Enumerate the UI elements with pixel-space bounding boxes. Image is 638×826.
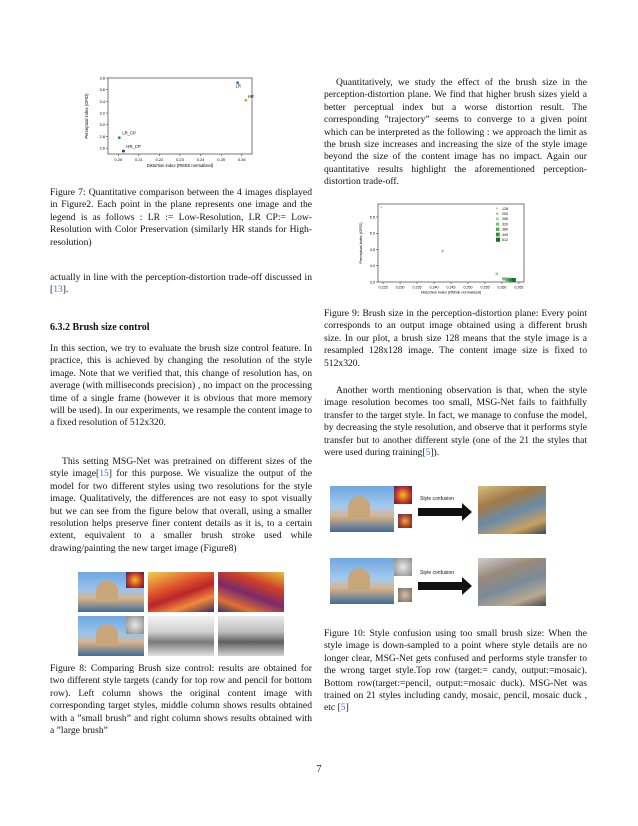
left-paragraph-0: actually in line with the perception-distortion trade-off discussed in [13].	[50, 272, 312, 296]
content-image-pencil	[78, 616, 144, 656]
style-confusion-arrow-top	[418, 508, 462, 516]
citation-link[interactable]: 13	[53, 284, 63, 296]
x-tick-label: 0.235	[412, 285, 422, 290]
y-tick-label: 4.5	[369, 247, 375, 252]
figure-10-caption: Figure 10: Style confusion using too small brush size: When the style image is down-sampled to a point where style details are no longer clear, MSG-Net gets confused and performs style transfer to the wrong target style.Top row (target:= candy, output:=mosaic). Bottom row(target:=pencil, output:=mosaic duck). MSG-Net was trained on 21 styles including candy, mosaic, pencil, mosaic duck , etc [5]	[324, 628, 587, 714]
x-tick-label: 0.24	[196, 157, 205, 162]
x-tick-label: 0.25	[217, 157, 226, 162]
y-tick-label: 3.5	[369, 280, 375, 285]
content-image-top	[330, 486, 394, 532]
legend-marker	[496, 213, 498, 215]
x-axis-label: Distortion index (RMSE normalized)	[420, 290, 482, 295]
x-axis-label: Distortion index (RMSE normalized)	[146, 163, 214, 168]
y-tick-label: 5.5	[369, 215, 375, 220]
legend-entry: 256	[502, 217, 508, 222]
arrow-head-top	[462, 503, 472, 521]
y-tick-label: 3.2	[99, 110, 105, 116]
left-paragraph-1: In this section, we try to evaluate the brush size control feature. In practice, this is achieved by changing the resolution of the style image. Note that we verified that, this change of resolution has, on average (with milliseconds precision) , no impact on the processing time of a single frame (however it is obvious that more memory will be used). In our experiments, we resample the content image to a fixed resolution of 512x320.	[50, 343, 312, 429]
legend-entry: 200	[502, 212, 508, 216]
figure-8-images	[78, 572, 284, 652]
data-point	[495, 273, 498, 276]
y-tick-label: 4.0	[369, 264, 375, 269]
legend-entry: 320	[502, 222, 508, 227]
y-tick-label: 5.0	[369, 231, 375, 236]
legend-entry: 128	[502, 206, 508, 211]
legend-entry: 440	[502, 232, 508, 237]
y-axis-label: Perceptual index (GFID)	[359, 222, 363, 264]
mosaic-duck-output-bottom	[478, 558, 546, 606]
section-heading-6-3-2: 6.3.2 Brush size control	[50, 322, 150, 333]
small-brush-pencil	[148, 616, 214, 656]
data-point	[509, 278, 513, 282]
point-label: LR_CP	[122, 130, 136, 136]
x-tick-label: 0.255	[480, 285, 490, 290]
arrow-head-bottom	[462, 577, 472, 595]
data-point	[244, 99, 247, 102]
x-tick-label: 0.265	[514, 285, 524, 290]
right-paragraph-1: Quantitatively, we study the effect of the brush size in the perception-distortion plane. We find that higher brush sizes yield a better perceptual index but a worse distortion result. The corresponding ”trajectory” seems to converge to a given point which can be interpreted as the following : we approach the limit as the brush size increases and increasing the size of the style image beyond the size of the content image has no impact. Again our quantitative results highlight the aforementioned perception-distortion trade-off.	[324, 77, 587, 188]
large-brush-candy	[218, 572, 284, 612]
legend-marker	[496, 218, 499, 221]
figure-7-chart	[80, 72, 260, 180]
y-tick-label: 3.0	[99, 122, 105, 128]
x-tick-label: 0.240	[429, 285, 439, 290]
y-tick-label: 2.6	[99, 145, 105, 151]
citation-link[interactable]: 15	[99, 468, 109, 480]
y-axis-label: Perceptual index (GFID)	[84, 93, 89, 139]
style-confusion-arrow-bottom	[418, 582, 462, 590]
data-point	[512, 278, 516, 282]
legend-marker	[496, 238, 500, 242]
x-tick-label: 0.21	[134, 157, 143, 162]
plot-frame	[108, 78, 252, 154]
legend-marker	[496, 208, 498, 210]
x-tick-label: 0.20	[114, 157, 123, 162]
x-tick-label: 0.225	[378, 285, 388, 290]
figure-7-caption: Figure 7: Quantitative comparison between the 4 images displayed in Figure2. Each point in the plane represents one image and the legend is as follows : LR := Low-Resolution, LR CP:= Low-Resolution with Color Preservation (similarly HR stands for High-resolution)	[50, 187, 312, 248]
x-tick-label: 0.245	[446, 285, 456, 290]
data-point	[502, 277, 505, 280]
x-tick-label: 0.260	[497, 285, 507, 290]
y-tick-label: 3.4	[99, 98, 105, 104]
x-tick-label: 0.26	[237, 157, 246, 162]
citation-link[interactable]: 5	[340, 702, 346, 714]
page-number: 7	[316, 764, 322, 775]
downsampled-style-candy	[398, 514, 412, 528]
point-label: HR_CP	[126, 144, 141, 150]
point-label: HR	[247, 94, 254, 100]
style-confusion-label-top: Style confusion	[420, 496, 454, 502]
target-style-pencil	[394, 558, 412, 576]
x-tick-label: 0.250	[463, 285, 473, 290]
legend-marker	[496, 228, 499, 231]
x-tick-label: 0.23	[176, 157, 184, 162]
y-tick-label: 2.8	[99, 133, 105, 139]
legend-entry: 380	[502, 227, 508, 232]
figure-9-caption: Figure 9: Brush size in the perception-distortion plane: Every point corresponds to an output image obtained using a different brush size. In our plot, a brush size 128 means that the style image is a resampled 128x128 image. The content image size is fixed to 512x320.	[324, 308, 587, 369]
style-confusion-label-bottom: Style confusion	[420, 570, 454, 576]
mosaic-output-top	[478, 486, 546, 534]
data-point	[122, 150, 125, 153]
left-paragraph-2: This setting MSG-Net was pretrained on different sizes of the style image[15] for this purpose. We visualize the output of the model for two different styles using two resolutions for the style image. Qualitatively, the differences are not easy to spot visually but we can see from the figure below that overall, using a smaller resolution helps preserve finer content details as it is, to a certain extent, equivalent to a smaller brush stroke used while drawing/painting the new target image (Figure8)	[50, 456, 312, 554]
y-tick-label: 3.6	[99, 87, 105, 93]
y-tick-label: 3.8	[99, 75, 105, 81]
data-point	[505, 278, 508, 281]
x-tick-label: 0.230	[395, 285, 405, 290]
point-label: LR	[235, 83, 241, 89]
legend-marker	[496, 233, 500, 237]
data-point	[441, 250, 443, 252]
downsampled-style-pencil	[398, 588, 412, 602]
content-image-candy	[78, 572, 144, 612]
legend-entry: 512	[502, 238, 508, 242]
figure-10-images	[330, 486, 550, 618]
figure-8-caption: Figure 8: Comparing Brush size control: results are obtained for two different style targets (candy for top row and pencil for bottom row). Left column shows the original content image with corresponding target styles, middle column shows results obtained with a ”small brush” and right column shows results obtained with a ”large brush”	[50, 663, 312, 737]
figure-9-chart	[356, 200, 528, 298]
target-style-candy	[394, 486, 412, 504]
data-point	[380, 206, 382, 208]
small-brush-candy	[148, 572, 214, 612]
large-brush-pencil	[218, 616, 284, 656]
right-paragraph-2: Another worth mentioning observation is that, when the style image resolution becomes too small, MSG-Net fails to faithfully transfer to the target style. In fact, we manage to confuse the model, by decreasing the style resolution, and observe that it performs style transfer but to another different style (one of the 21 the styles that were used during training[5]).	[324, 385, 587, 459]
data-point	[118, 136, 121, 139]
content-image-bottom	[330, 558, 394, 604]
citation-link[interactable]: 5	[425, 447, 431, 459]
legend-marker	[496, 223, 499, 226]
x-tick-label: 0.22	[155, 157, 164, 162]
